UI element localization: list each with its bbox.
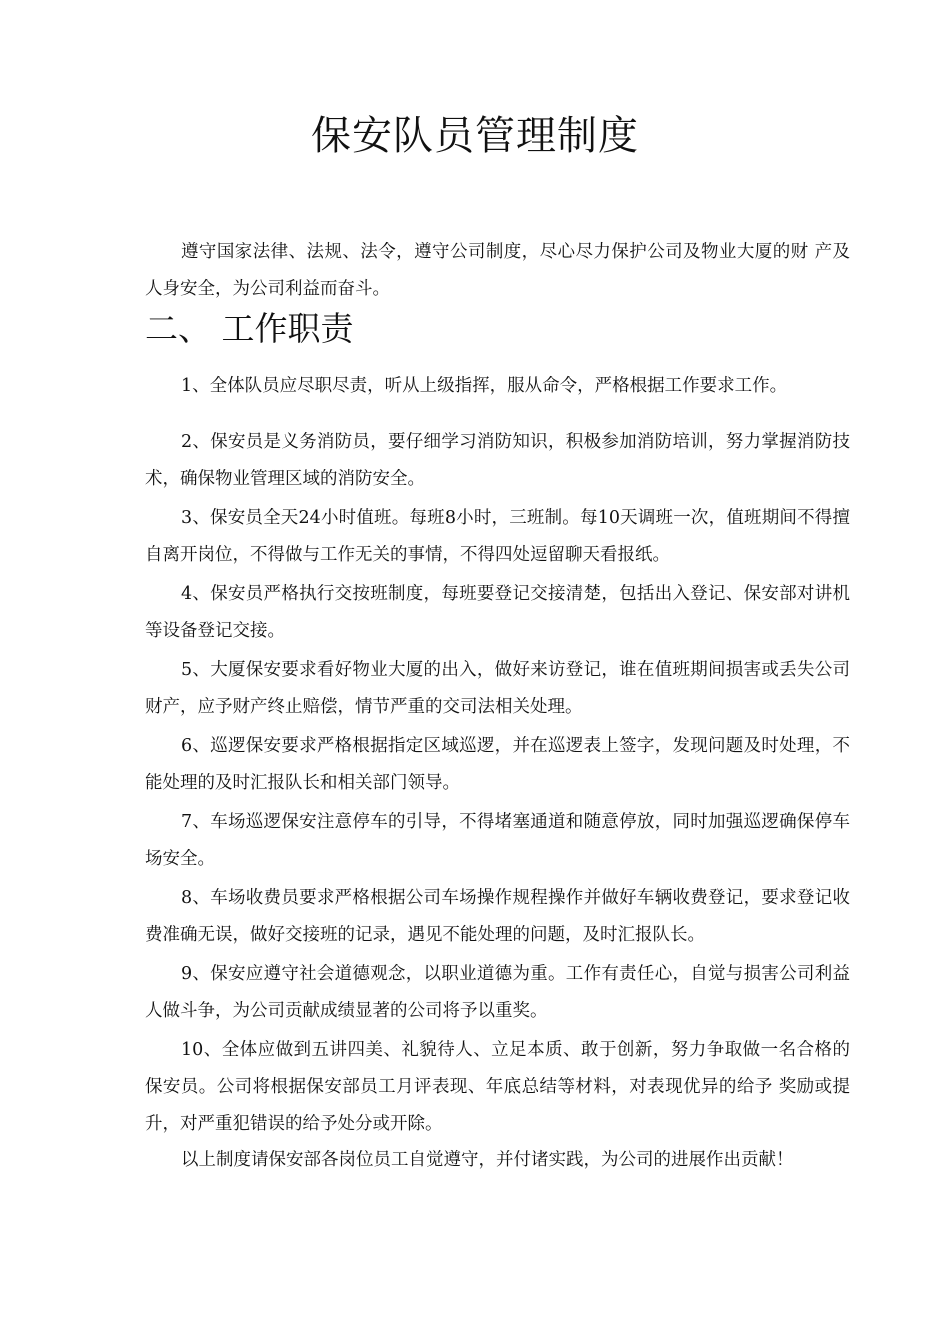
section-heading: 二、 工作职责 — [145, 309, 354, 348]
duty-item-9: 9、保安应遵守社会道德观念，以职业道德为重。工作有责任心，自觉与损害公司利益人做斗争，为公司贡献成绩显著的公司将予以重奖。 — [145, 964, 850, 1021]
duty-item-1: 1、全体队员应尽职尽责，听从上级指挥，服从命令，严格根据工作要求工作。 — [181, 376, 788, 396]
duty-item-5: 5、大厦保安要求看好物业大厦的出入，做好来访登记，谁在值班期间损害或丢失公司财产，应予财产终止赔偿，情节严重的交司法相关处理。 — [145, 660, 850, 717]
duty-item-6: 6、巡逻保安要求严格根据指定区域巡逻，并在巡逻表上签字，发现问题及时处理，不能处理的及时汇报队长和相关部门领导。 — [145, 736, 850, 793]
intro-paragraph: 遵守国家法律、法规、法令，遵守公司制度，尽心尽力保护公司及物业大厦的财 产及人身安全，为公司利益而奋斗。 — [145, 242, 850, 299]
closing-paragraph: 以上制度请保安部各岗位员工自觉遵守，并付诸实践，为公司的进展作出贡献！ — [181, 1150, 794, 1170]
duty-item-2: 2、保安员是义务消防员，要仔细学习消防知识，积极参加消防培训，努力掌握消防技术，确保物业管理区域的消防安全。 — [145, 432, 850, 489]
document-title: 保安队员管理制度 — [311, 113, 639, 159]
duty-item-4: 4、保安员严格执行交按班制度，每班要登记交接清楚，包括出入登记、保安部对讲机等设备登记交接。 — [145, 584, 850, 641]
duty-item-10: 10、全体应做到五讲四美、礼貌待人、立足本质、敢于创新，努力争取做一名合格的保安员。公司将根据保安部员工月评表现、年底总结等材料，对表现优异的给予 奖励或提升，对严重犯错误的给予处分或开除。 — [145, 1040, 850, 1134]
duty-item-3: 3、保安员全天24小时值班。每班8小时，三班制。每10天调班一次，值班期间不得擅自离开岗位，不得做与工作无关的事情，不得四处逗留聊天看报纸。 — [145, 508, 850, 565]
duty-item-8: 8、车场收费员要求严格根据公司车场操作规程操作并做好车辆收费登记，要求登记收费准确无误，做好交接班的记录，遇见不能处理的问题，及时汇报队长。 — [145, 888, 850, 945]
duty-item-7: 7、车场巡逻保安注意停车的引导，不得堵塞通道和随意停放，同时加强巡逻确保停车场安全。 — [145, 812, 850, 869]
